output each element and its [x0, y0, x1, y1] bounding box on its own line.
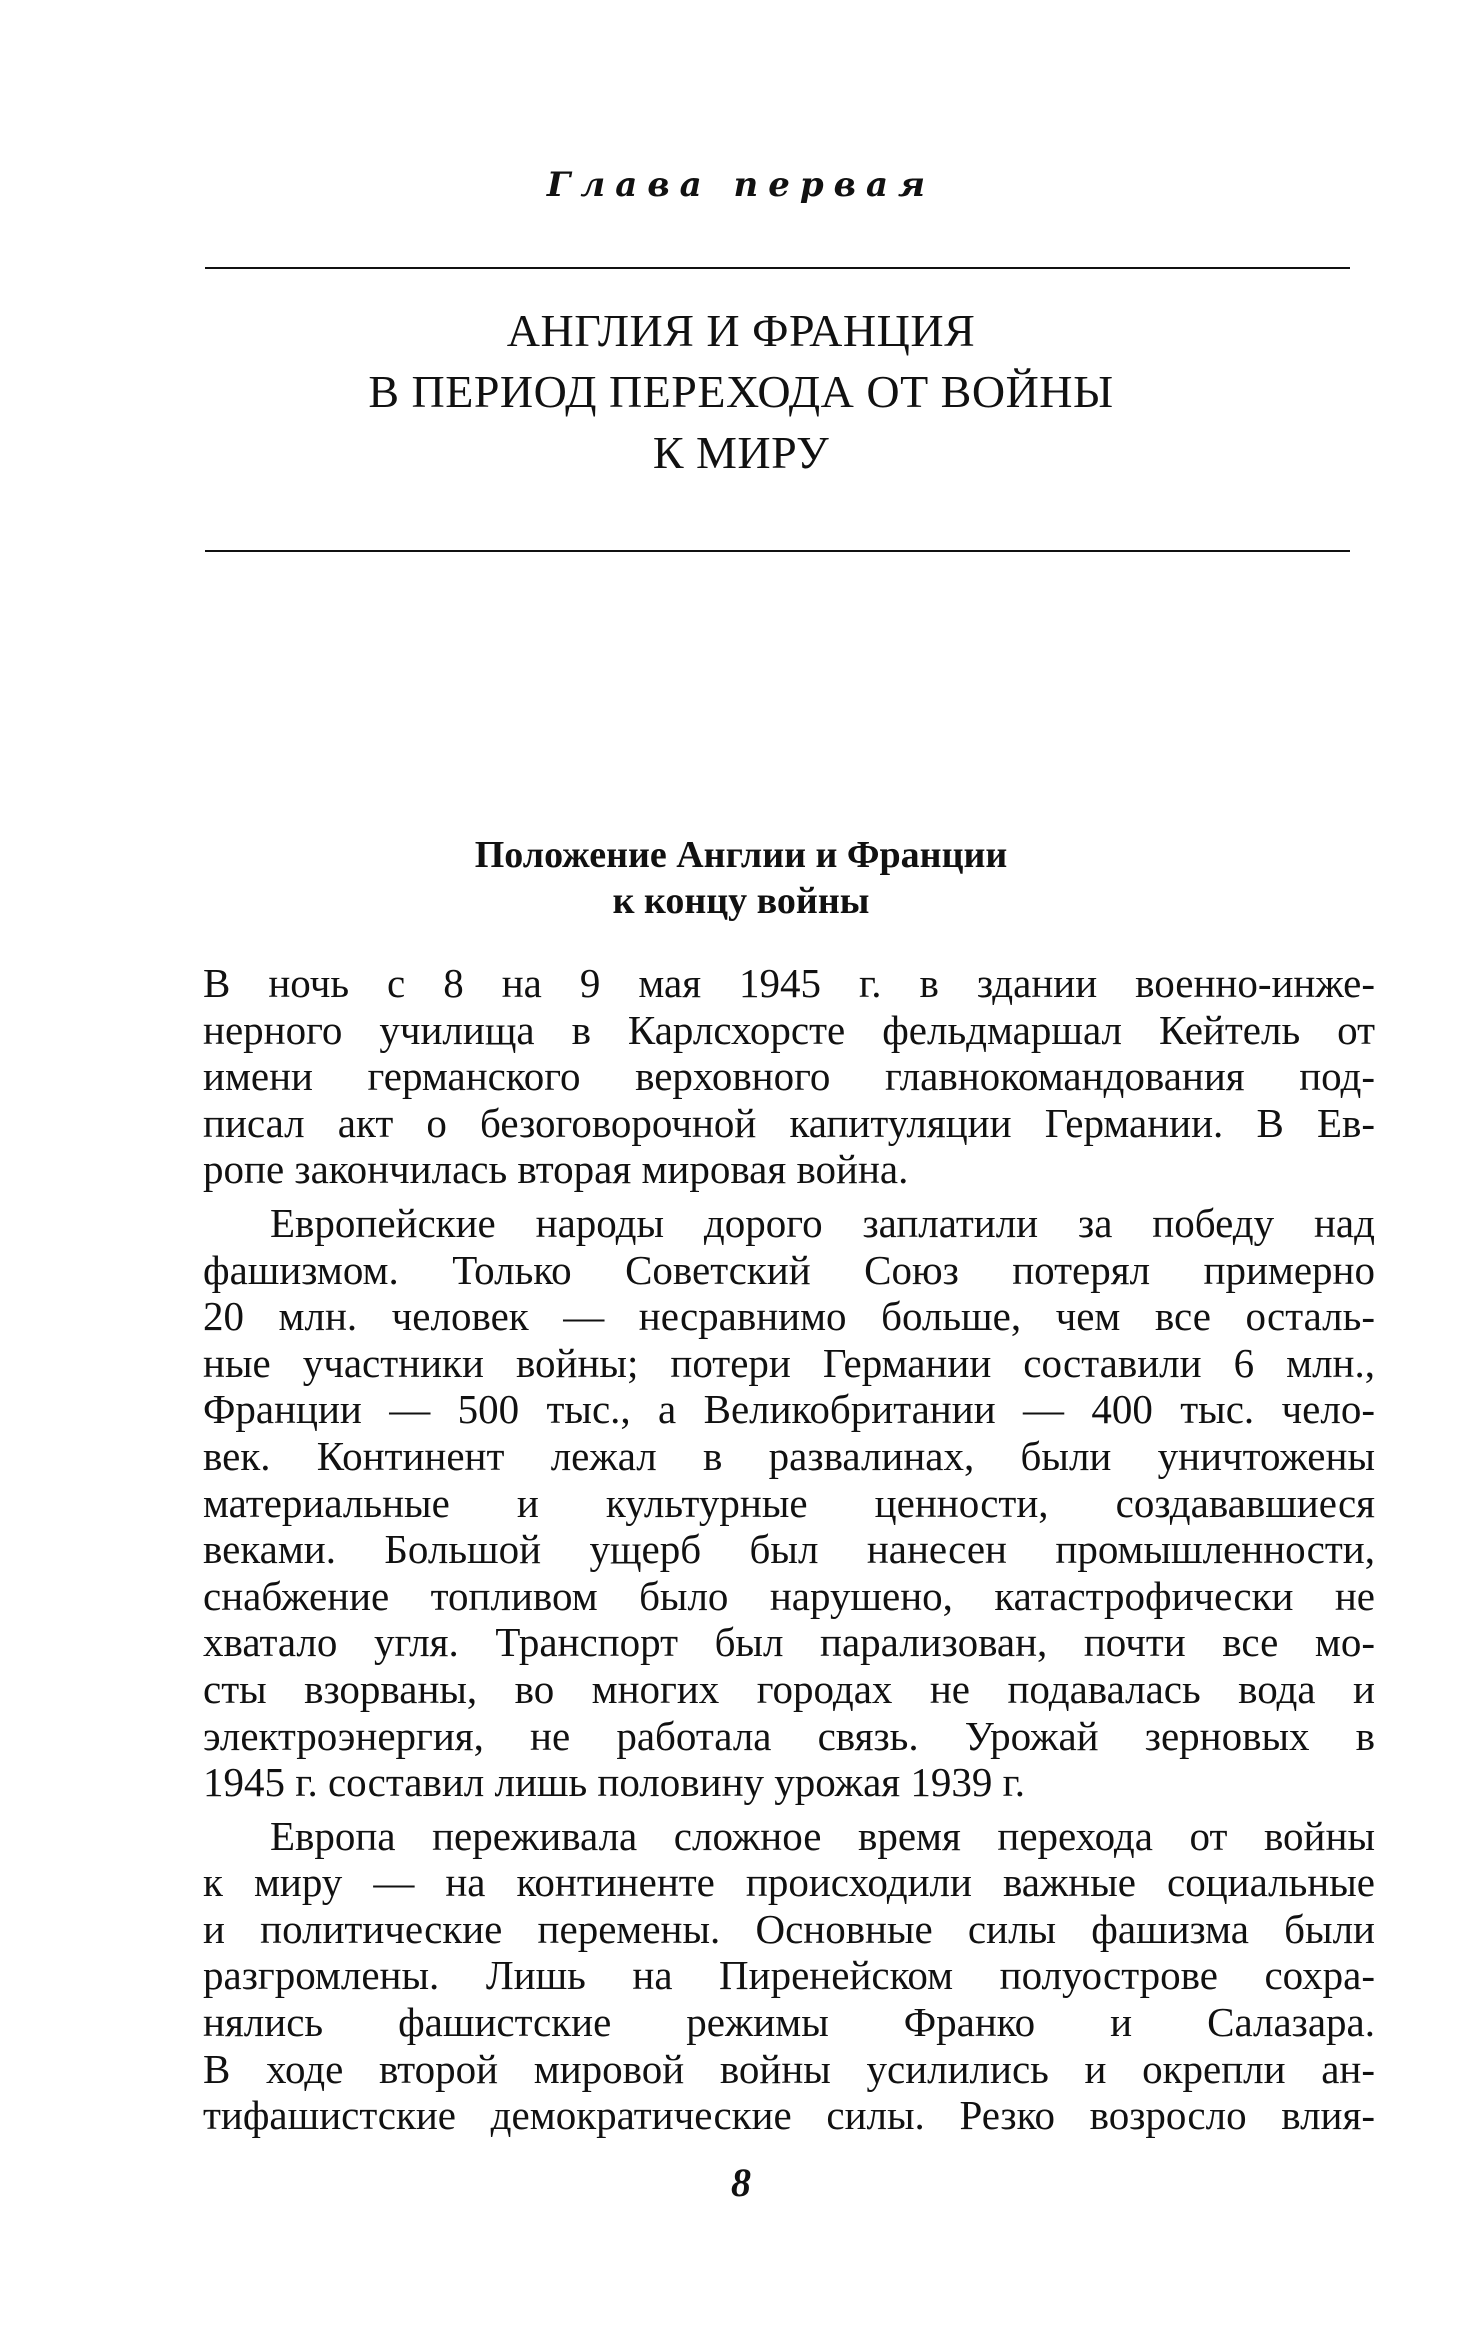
paragraph	[203, 1200, 1375, 1806]
text-line: В ночь с 8 на 9 мая 1945 г. в здании военно-инже-	[203, 960, 1375, 1006]
section-title-line: к концу войны	[612, 880, 870, 922]
paragraph	[203, 960, 1375, 1193]
text-line: электроэнергия, не работала связь. Урожай зерновых в	[203, 1712, 1375, 1759]
text-line: и политические перемены. Основные силы фашизма были	[203, 1905, 1375, 1952]
text-line: нялись фашистские режимы Франко и Салазара.	[203, 1999, 1375, 2046]
text-line: сты взорваны, во многих городах не подавалась вода и	[203, 1665, 1375, 1712]
text-line: веками. Большой ущерб был нанесен промышленности,	[203, 1526, 1375, 1573]
text-line: к миру — на континенте происходили важные социальные	[203, 1859, 1375, 1906]
text-line: хватало угля. Транспорт был парализован, почти все мо-	[203, 1619, 1375, 1666]
paragraph-gap	[203, 1193, 1375, 1200]
text-line: ные участники войны; потери Германии составили 6 млн.,	[203, 1339, 1375, 1386]
chapter-label: Глава первая	[546, 165, 936, 205]
chapter-title-line: В ПЕРИОД ПЕРЕХОДА ОТ ВОЙНЫ	[368, 366, 1114, 417]
paragraph-gap	[203, 1806, 1375, 1813]
text-line: 1945 г. составил лишь половину урожая 1939 г.	[203, 1759, 1026, 1806]
text-line: разгромлены. Лишь на Пиренейском полуострове сохра-	[203, 1952, 1375, 1999]
paragraph	[203, 1813, 1375, 2139]
text-line: имени германского верховного главнокомандования под-	[203, 1053, 1375, 1100]
text-line: писал акт о безоговорочной капитуляции Германии. В Ев-	[203, 1099, 1375, 1146]
chapter-title-line: К МИРУ	[652, 427, 830, 478]
text-line: снабжение топливом было нарушено, катастрофически не	[203, 1572, 1375, 1619]
body-text	[203, 960, 1375, 2139]
chapter-title	[0, 300, 1482, 483]
text-line: 20 млн. человек — несравнимо больше, чем все осталь-	[203, 1293, 1375, 1340]
bottom-rule-divider	[205, 550, 1350, 552]
page-number: 8	[731, 2160, 751, 2205]
text-line: нерного училища в Карлсхорсте фельдмаршал Кейтель от	[203, 1006, 1375, 1053]
text-line: Европа переживала сложное время перехода от войны	[270, 1812, 1375, 1859]
chapter-title-line: АНГЛИЯ И ФРАНЦИЯ	[506, 305, 976, 356]
text-line: тифашистские демократические силы. Резко возросло влия-	[203, 2092, 1375, 2139]
text-line: В ходе второй мировой войны усилились и окрепли ан-	[203, 2045, 1375, 2092]
text-line: фашизмом. Только Советский Союз потерял примерно	[203, 1246, 1375, 1293]
text-line: век. Континент лежал в развалинах, были уничтожены	[203, 1432, 1375, 1479]
text-line: материальные и культурные ценности, создававшиеся	[203, 1479, 1375, 1526]
text-line: ропе закончилась вторая мировая война.	[203, 1146, 909, 1193]
section-title-line: Положение Англии и Франции	[474, 834, 1008, 876]
section-title	[0, 832, 1482, 924]
top-rule-divider	[205, 267, 1350, 269]
text-line: Европейские народы дорого заплатили за победу над	[270, 1199, 1375, 1246]
text-line: Франции — 500 тыс., а Великобритании — 400 тыс. чело-	[203, 1386, 1375, 1433]
